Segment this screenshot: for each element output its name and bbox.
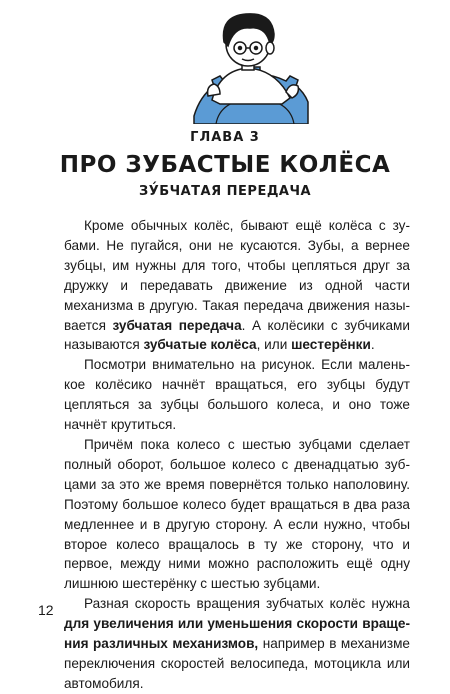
- text-run: Причём пока колесо с шестью зубцами сделает полный оборот, большое колесо с двенадцатью зубцами за это же время повернётся только наполовину. Поэтому большое колесо будет вращаться в два раза медленнее и в другую сторону. А если нужно, чтобы второе колесо вращалось в ту же сторону, что и первое, между ними можно расположить ещё одну лишнюю шестерёнку с шестью зубцами.: [64, 436, 410, 592]
- body-text: [64, 216, 410, 694]
- text-run: Разная скорость вращения зубчатых колёс нужна: [84, 596, 410, 612]
- text-run: например в механизме переключения скоростей велосипеда, мотоцикла или автомобиля.: [64, 636, 410, 691]
- text-run: . А колёсики с зубчиками называются: [64, 317, 410, 353]
- page-number: 12: [38, 602, 54, 618]
- chapter-subtitle: ЗУ́БЧАТАЯ ПЕРЕДАЧА: [138, 184, 312, 199]
- paragraph: [64, 594, 410, 694]
- chapter-title: ПРО ЗУБАСТЫЕ КОЛЁСА: [59, 152, 391, 178]
- bold-term: шестерёнки: [291, 337, 371, 353]
- text-run: , или: [256, 337, 292, 353]
- boy-figure: [208, 14, 299, 104]
- boy-with-gear-illustration: [190, 4, 310, 124]
- text-run: .: [370, 337, 375, 353]
- paragraph: [64, 435, 410, 594]
- bold-term: зубчатая передача: [112, 317, 242, 333]
- bold-term: зубчатые колёса: [143, 337, 257, 353]
- text-run: Кроме обычных колёс, бывают ещё колёса с зубами. Не пугайся, они не кусаются. Зубы, а вернее зубцы, им нужны для того, чтобы цепляться друг за дружку и передавать движение из одной части механизма в другую. Такая передача движения называется: [64, 218, 410, 333]
- text-run: Посмотри внимательно на рисунок. Если маленькое колёсико начнёт вращаться, его зубцы будут цепляться за зубцы большого колеса, и оно тоже начнёт крутиться.: [64, 357, 410, 433]
- paragraph: [64, 216, 410, 355]
- chapter-label: ГЛАВА 3: [190, 130, 260, 145]
- paragraph: [64, 355, 410, 435]
- bold-term: для увеличения или уменьшения скорости вращения различных механизмов,: [64, 616, 410, 652]
